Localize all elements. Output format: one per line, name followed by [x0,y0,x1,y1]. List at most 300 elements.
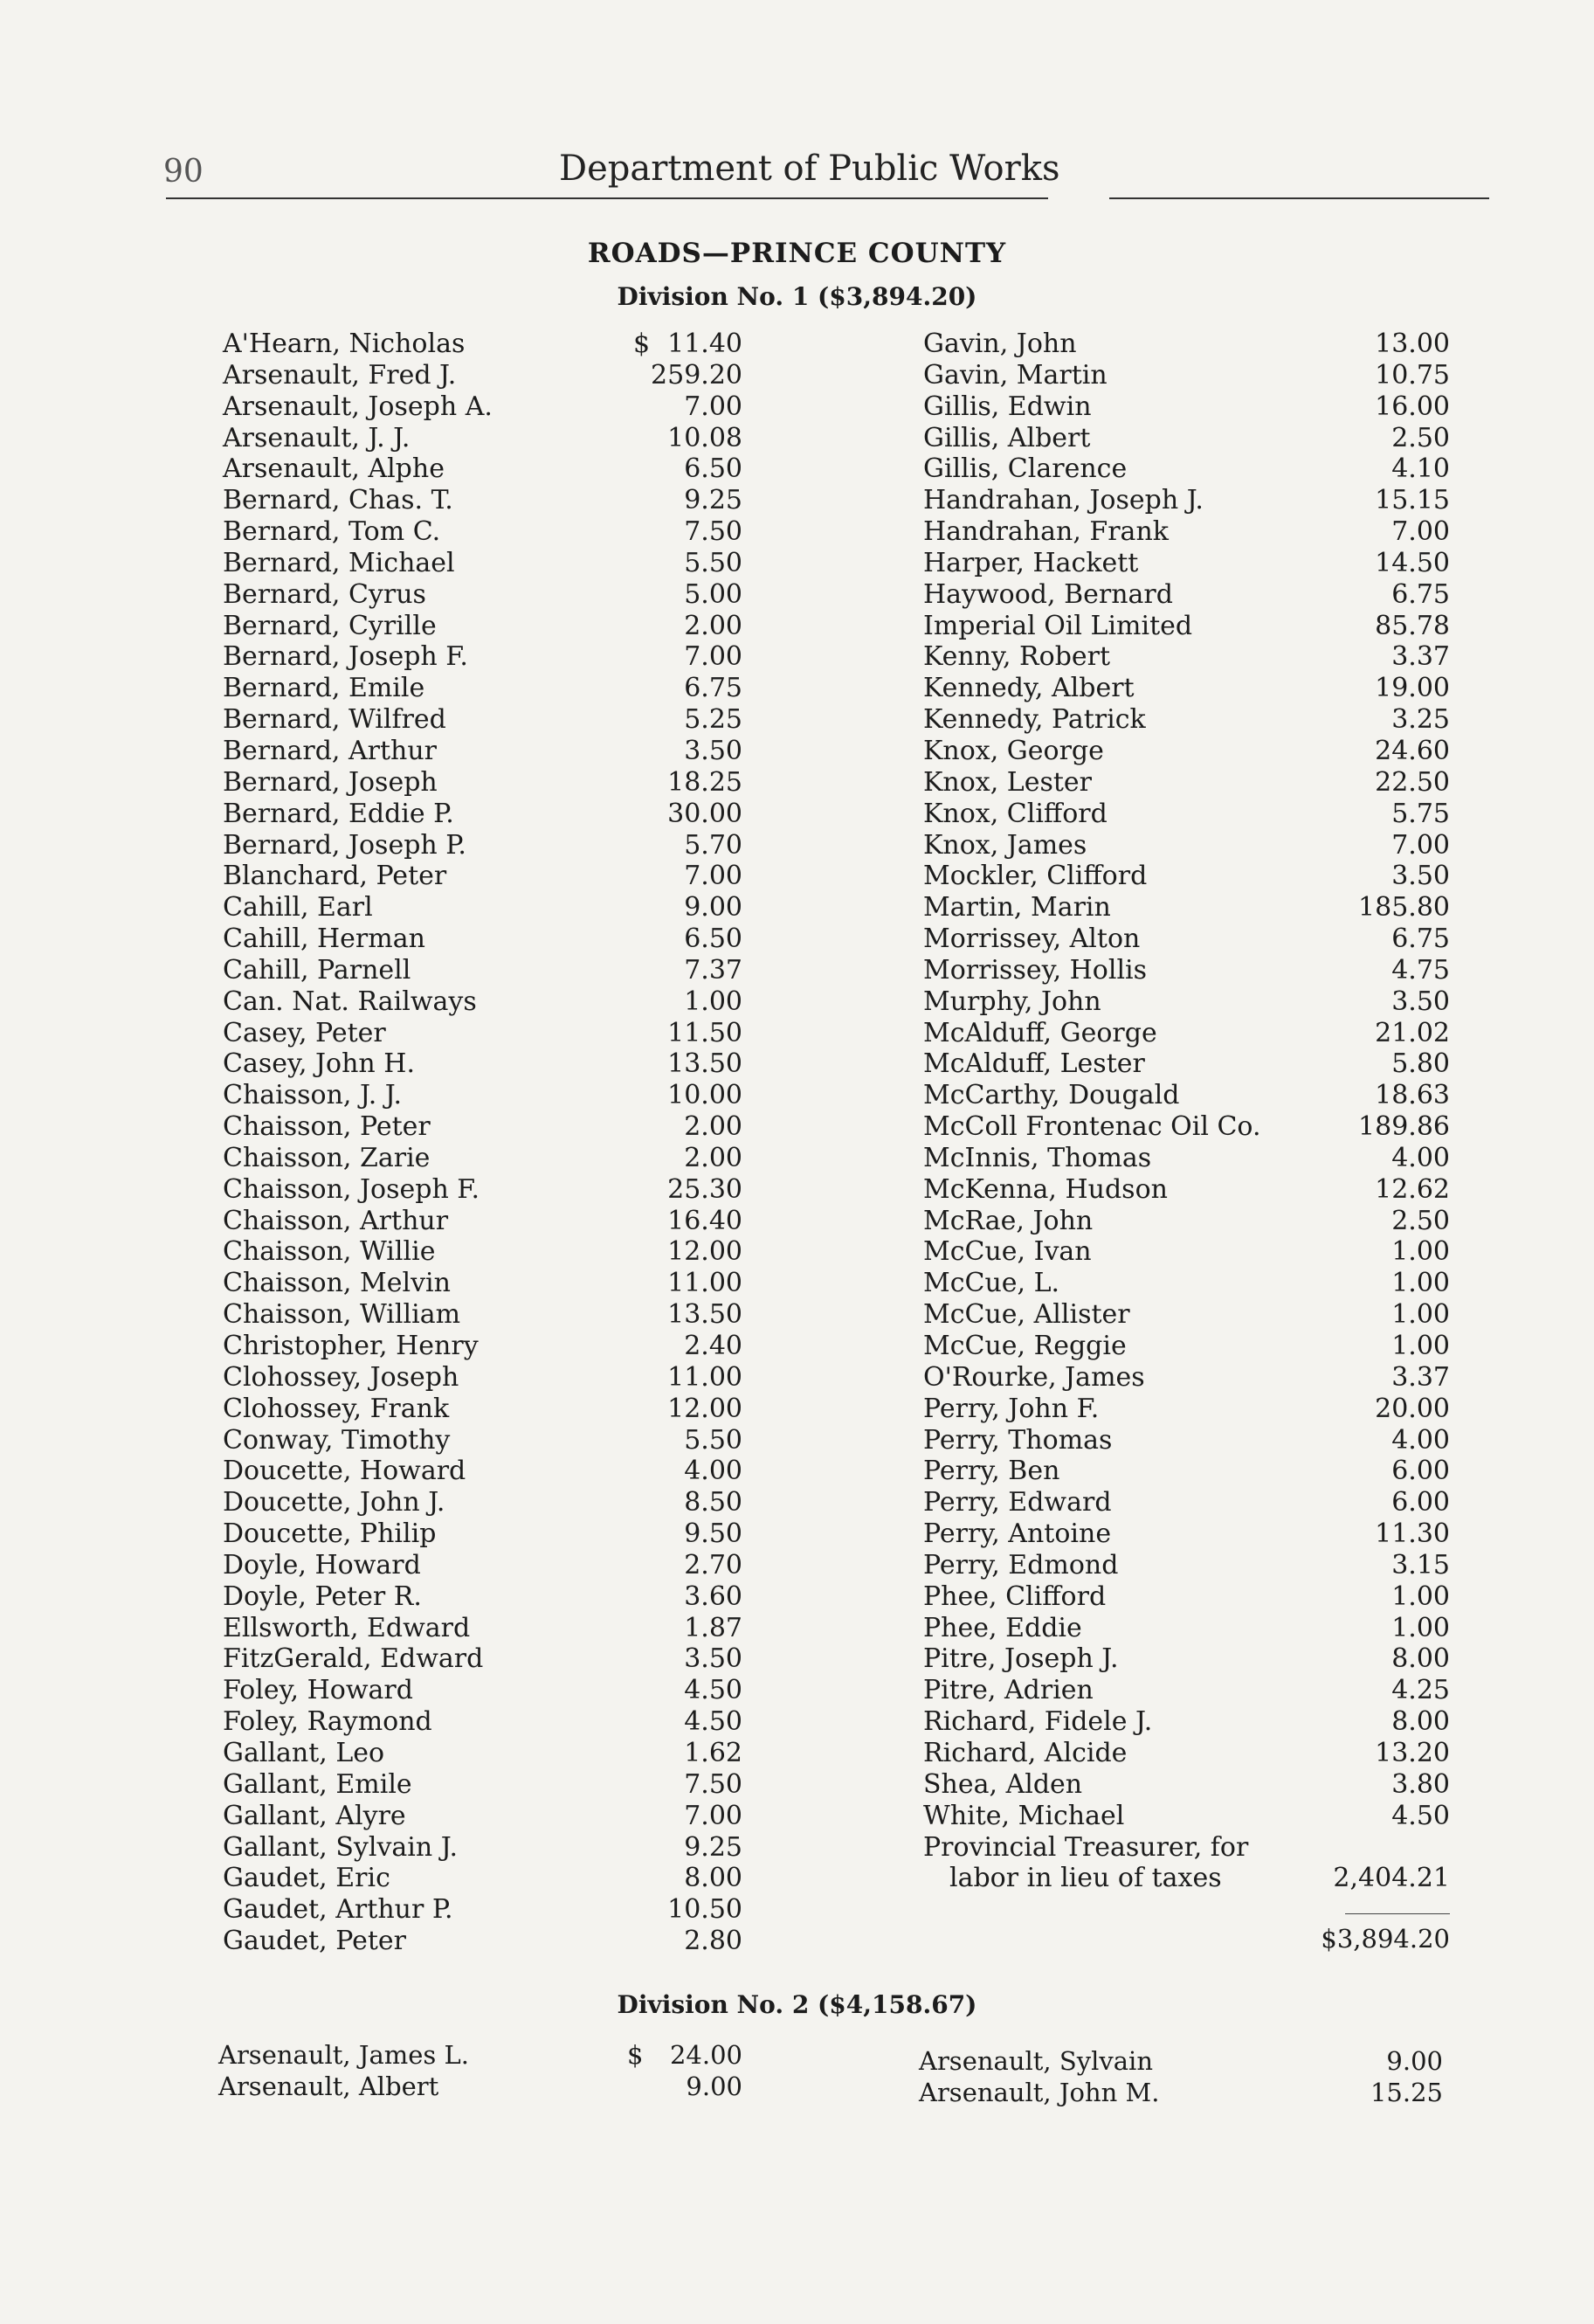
header-rule-right [1109,197,1489,199]
list-item [223,1643,742,1675]
list-item [919,2078,1443,2109]
total-rule [1345,1913,1450,1914]
division-1-right-column [923,329,1450,1894]
entry-name: Casey, Peter [223,1017,386,1048]
entry-amount: 16.00 [1375,391,1450,422]
list-item [223,1894,742,1926]
list-item [223,1236,742,1268]
entry-name: Handrahan, Frank [923,516,1169,548]
entry-name: Morrissey, Alton [923,923,1141,955]
entry-name: Arsenault, Joseph A. [223,391,493,422]
division-2-right-column [919,2046,1443,2109]
entry-name: Arsenault, J. J. [223,422,411,453]
entry-amount: 3.37 [1391,1361,1450,1393]
entry-name: Bernard, Michael [223,547,455,578]
list-item [223,485,742,516]
entry-amount: 15.25 [1370,2078,1443,2107]
list-item [223,1111,742,1143]
entry-amount: 11.50 [667,1017,742,1048]
entry-amount: 8.00 [684,1863,742,1894]
entry-amount: 10.08 [667,422,742,453]
entry-amount: 6.00 [1391,1456,1450,1487]
list-item [923,1080,1450,1111]
list-item [223,767,742,799]
list-item [223,1518,742,1550]
list-item [923,1863,1450,1894]
list-item [223,1550,742,1581]
entry-name: Perry, Thomas [923,1424,1113,1456]
entry-name: Christopher, Henry [223,1331,479,1361]
entry-name: Pitre, Adrien [923,1675,1094,1706]
dollar-sign: $ [627,2040,644,2070]
entry-name: Clohossey, Joseph [223,1361,459,1393]
entry-name: Arsenault, Fred J. [223,359,457,391]
list-item [223,830,742,861]
list-item [923,1174,1450,1206]
entry-amount: 2.70 [684,1549,742,1580]
entry-amount: 3.25 [1391,704,1450,736]
list-item [223,736,742,767]
entry-name: White, Michael [923,1800,1125,1831]
list-item [218,2072,742,2103]
division-1-left-column [223,329,742,1957]
entry-name: Mockler, Clifford [923,861,1148,892]
entry-name: Gaudet, Eric [223,1863,390,1894]
list-item [223,1206,742,1237]
list-item [223,704,742,736]
list-item [923,799,1450,830]
list-item [223,453,742,485]
list-item [223,360,742,391]
entry-name: Pitre, Joseph J. [923,1643,1119,1675]
entry-name: Foley, Raymond [223,1706,432,1738]
list-item [923,861,1450,892]
entry-name: Doyle, Peter R. [223,1580,422,1612]
entry-name: Martin, Marin [923,892,1111,923]
entry-amount: 85.78 [1375,610,1450,641]
list-item [923,1206,1450,1237]
entry-amount: 2.50 [1391,422,1450,453]
division-1-total: $3,894.20 [1321,1924,1450,1954]
list-item [923,1675,1450,1706]
list-item [923,892,1450,923]
entry-name: Gallant, Alyre [223,1800,406,1831]
list-item [223,423,742,454]
entry-name: Arsenault, Sylvain [919,2046,1154,2076]
entry-amount: 2,404.21 [1333,1863,1450,1894]
entry-amount: 6.75 [1391,578,1450,610]
entry-amount: 1.00 [1391,1612,1450,1643]
entry-amount: 14.50 [1375,547,1450,578]
list-item [223,1487,742,1518]
entry-amount: 5.75 [1391,798,1450,829]
entry-amount: 22.50 [1375,766,1450,798]
list-item [223,1581,742,1613]
entry-name: Richard, Fidele J. [923,1706,1153,1738]
entry-name: Kenny, Robert [923,641,1111,673]
list-item [223,1143,742,1174]
list-item [923,1236,1450,1268]
entry-amount: 4.10 [1391,453,1450,485]
list-item [923,1706,1450,1738]
entry-name: Can. Nat. Railways [223,986,477,1017]
list-item [923,1331,1450,1362]
entry-name: Gillis, Albert [923,422,1091,453]
entry-amount: 5.70 [684,829,742,861]
list-item [923,736,1450,767]
entry-amount: 2.80 [684,1926,742,1957]
entry-amount: 4.75 [1391,954,1450,986]
entry-name: Ellsworth, Edward [223,1612,471,1643]
entry-name: Knox, George [923,735,1104,766]
entry-name: Arsenault, Alphe [223,453,445,485]
entry-amount: 259.20 [651,359,742,391]
entry-name: McCue, L. [923,1268,1060,1299]
entry-amount: 12.00 [667,1393,742,1424]
list-item [923,1425,1450,1456]
list-item [923,1801,1450,1832]
entry-amount: 9.25 [684,485,742,516]
entry-name: Knox, Clifford [923,798,1108,829]
entry-name: Bernard, Cyrus [223,578,426,610]
entry-name: Casey, John H. [223,1048,415,1080]
entry-amount: 7.00 [684,391,742,422]
entry-name: Chaisson, Joseph F. [223,1173,480,1205]
list-item [223,1362,742,1394]
entry-amount: 9.00 [684,892,742,923]
entry-amount: 4.00 [684,1456,742,1487]
list-item [223,1706,742,1738]
entry-amount: 6.50 [684,453,742,485]
entry-amount: 19.00 [1375,673,1450,704]
entry-name: McKenna, Hudson [923,1173,1168,1205]
entry-name: Richard, Alcide [923,1737,1128,1768]
entry-amount: 10.75 [1375,359,1450,391]
entry-name: Gallant, Emile [223,1768,412,1800]
entry-amount: 7.50 [684,1768,742,1800]
entry-amount: 4.50 [1391,1800,1450,1831]
list-item [923,1769,1450,1801]
list-item [923,1643,1450,1675]
list-item [223,516,742,548]
entry-amount: 13.50 [667,1299,742,1331]
entry-name: Kennedy, Albert [923,673,1135,704]
entry-amount: 24.60 [1375,735,1450,766]
entry-name: McAlduff, George [923,1017,1157,1048]
entry-amount: 12.00 [667,1236,742,1268]
entry-name: Chaisson, Zarie [223,1142,431,1173]
list-item [923,1613,1450,1644]
entry-name: McAlduff, Lester [923,1048,1145,1080]
list-item [923,611,1450,642]
list-item [223,861,742,892]
entry-amount: 2.00 [684,1142,742,1173]
list-item [223,923,742,955]
list-item [223,1299,742,1331]
entry-name: Arsenault, Albert [218,2072,439,2101]
list-item [923,830,1450,861]
entry-amount: 9.25 [684,1831,742,1863]
list-item [923,1018,1450,1049]
entry-name: Doyle, Howard [223,1549,421,1580]
division-2-title: Division No. 2 ($4,158.67) [617,1990,977,2019]
entry-amount: 4.50 [684,1675,742,1706]
list-item [223,1675,742,1706]
entry-amount: 3.60 [684,1580,742,1612]
list-item [923,986,1450,1018]
list-item [923,329,1450,360]
division-2-left-column [218,2040,742,2103]
division-1-title: Division No. 1 ($3,894.20) [617,282,977,311]
entry-name: McInnis, Thomas [923,1142,1152,1173]
list-item [223,1331,742,1362]
section-title: ROADS—PRINCE COUNTY [587,238,1007,269]
entry-name: Gavin, John [923,329,1077,359]
list-item [923,1738,1450,1769]
dollar-sign: $ [633,329,651,359]
entry-name: Perry, John F. [923,1393,1100,1424]
entry-amount: 8.00 [1391,1643,1450,1675]
entry-name: Haywood, Bernard [923,578,1173,610]
entry-amount: 2.00 [684,1111,742,1143]
entry-amount: 3.50 [684,735,742,766]
entry-amount: 1.00 [1391,1236,1450,1268]
entry-amount: 1.62 [684,1737,742,1768]
entry-name: Bernard, Tom C. [223,516,441,548]
entry-name: Morrissey, Hollis [923,954,1148,986]
entry-name: Bernard, Wilfred [223,704,446,736]
entry-amount: 7.00 [684,1800,742,1831]
entry-amount: 5.00 [684,578,742,610]
list-item [223,1769,742,1801]
entry-amount: 4.50 [684,1706,742,1738]
list-item [223,1425,742,1456]
entry-amount: 24.00 [669,2040,742,2070]
entry-amount: 11.40 [667,329,742,359]
entry-name: McCue, Allister [923,1299,1130,1331]
list-item [223,1080,742,1111]
entry-amount: 1.87 [684,1612,742,1643]
list-item [223,1268,742,1299]
entry-amount: 4.25 [1391,1675,1450,1706]
entry-name: Cahill, Earl [223,892,373,923]
list-item [223,548,742,579]
entry-amount: 7.00 [684,861,742,892]
entry-amount: 2.50 [1391,1205,1450,1236]
entry-name: Perry, Ben [923,1456,1060,1487]
list-item [923,955,1450,986]
entry-name: Perry, Edward [923,1487,1112,1518]
entry-amount: 7.37 [684,954,742,986]
entry-name: Gallant, Leo [223,1737,385,1768]
entry-amount: 2.40 [684,1331,742,1361]
list-item [923,767,1450,799]
entry-name: McColl Frontenac Oil Co. [923,1111,1261,1143]
entry-amount: 1.00 [1391,1580,1450,1612]
entry-name: Bernard, Eddie P. [223,798,454,829]
entry-name: Conway, Timothy [223,1424,451,1456]
entry-name: Perry, Antoine [923,1518,1112,1550]
entry-amount: 6.75 [684,673,742,704]
list-item [923,453,1450,485]
list-item [923,1299,1450,1331]
list-item [923,1487,1450,1518]
list-item [919,2046,1443,2078]
entry-amount: 1.00 [1391,1331,1450,1361]
entry-name: Bernard, Cyrille [223,610,437,641]
entry-name: Kennedy, Patrick [923,704,1146,736]
entry-amount: 6.00 [1391,1487,1450,1518]
entry-amount: 3.15 [1391,1549,1450,1580]
entry-amount: 9.00 [1386,2046,1443,2076]
entry-name: Bernard, Joseph F. [223,641,468,673]
entry-name: Murphy, John [923,986,1101,1017]
entry-name: Chaisson, Melvin [223,1268,451,1299]
list-item [218,2040,742,2072]
entry-name: Cahill, Herman [223,923,425,955]
list-item [923,1581,1450,1613]
entry-name: FitzGerald, Edward [223,1643,484,1675]
entry-name: Bernard, Chas. T. [223,485,453,516]
list-item [223,1174,742,1206]
entry-name: Chaisson, William [223,1299,461,1331]
list-item [223,329,742,360]
list-item [923,360,1450,391]
list-item [223,1926,742,1957]
header-rule-left [166,197,1048,199]
entry-amount: 8.00 [1391,1706,1450,1738]
list-item [223,391,742,423]
list-item [923,1394,1450,1425]
entry-name: Gillis, Clarence [923,453,1128,485]
entry-amount: 8.50 [684,1487,742,1518]
entry-name: Foley, Howard [223,1675,413,1706]
list-item [223,1394,742,1425]
entry-name: Doucette, John J. [223,1487,445,1518]
entry-amount: 1.00 [684,986,742,1017]
entry-name: McCue, Ivan [923,1236,1092,1268]
entry-amount: 6.75 [1391,923,1450,955]
entry-name: Chaisson, J. J. [223,1080,403,1111]
entry-name: Chaisson, Arthur [223,1205,449,1236]
entry-name: Phee, Eddie [923,1612,1082,1643]
entry-name: McCue, Reggie [923,1331,1127,1361]
entry-amount: 3.80 [1391,1768,1450,1800]
list-item [223,1738,742,1769]
list-item [923,1268,1450,1299]
entry-name: Bernard, Joseph [223,766,438,798]
list-item [923,391,1450,423]
entry-amount: 21.02 [1375,1017,1450,1048]
list-item [223,799,742,830]
entry-name: Gillis, Edwin [923,391,1092,422]
list-item [223,892,742,923]
entry-name: Shea, Alden [923,1768,1083,1800]
entry-name: Chaisson, Willie [223,1236,436,1268]
entry-amount: 13.00 [1375,329,1450,359]
entry-amount: 13.20 [1375,1737,1450,1768]
entry-name: Harper, Hackett [923,547,1139,578]
entry-amount: 5.80 [1391,1048,1450,1080]
entry-amount: 25.30 [667,1173,742,1205]
list-item [223,1832,742,1864]
entry-name: A'Hearn, Nicholas [223,329,466,359]
entry-amount: 10.50 [667,1894,742,1926]
entry-amount: 9.00 [686,2072,742,2101]
list-item [223,1048,742,1080]
entry-amount: 7.00 [684,641,742,673]
list-item [223,986,742,1018]
entry-amount: 18.63 [1375,1080,1450,1111]
entry-amount: 1.00 [1391,1268,1450,1299]
entry-name: Perry, Edmond [923,1549,1119,1580]
entry-name: Gaudet, Arthur P. [223,1894,453,1926]
entry-name: Knox, Lester [923,766,1093,798]
entry-amount: 4.00 [1391,1424,1450,1456]
entry-name: Doucette, Howard [223,1456,466,1487]
entry-name: Arsenault, James L. [218,2040,470,2070]
entry-amount: 7.00 [1391,516,1450,548]
page-number: 90 [163,154,204,190]
entry-name: Gallant, Sylvain J. [223,1831,458,1863]
entry-name: Blanchard, Peter [223,861,447,892]
entry-amount: 1.00 [1391,1299,1450,1331]
entry-amount: 2.00 [684,610,742,641]
list-item [923,579,1450,611]
entry-name: Chaisson, Peter [223,1111,431,1143]
entry-amount: 5.25 [684,704,742,736]
entry-amount: 18.25 [667,766,742,798]
entry-name: Bernard, Arthur [223,735,438,766]
list-item [923,704,1450,736]
list-item [923,1518,1450,1550]
entry-amount: 11.00 [667,1268,742,1299]
entry-amount: 3.50 [1391,986,1450,1017]
entry-name: Bernard, Emile [223,673,425,704]
entry-name: O'Rourke, James [923,1361,1145,1393]
entry-amount: 5.50 [684,547,742,578]
entry-amount: 30.00 [667,798,742,829]
entry-amount: 7.00 [1391,829,1450,861]
entry-amount: 3.50 [684,1643,742,1675]
entry-amount: 189.86 [1358,1111,1450,1143]
entry-name: Handrahan, Joseph J. [923,485,1204,516]
entry-amount: 6.50 [684,923,742,955]
list-item [923,516,1450,548]
entry-amount: 9.50 [684,1518,742,1550]
list-item [223,1456,742,1487]
entry-name: Cahill, Parnell [223,954,411,986]
list-item [923,923,1450,955]
list-item [223,1863,742,1894]
list-item [223,611,742,642]
entry-name: Gavin, Martin [923,359,1108,391]
entry-name: Arsenault, John M. [919,2078,1160,2107]
entry-name: Doucette, Philip [223,1518,437,1550]
list-item [223,579,742,611]
list-item [923,1456,1450,1487]
list-item [923,1143,1450,1174]
entry-amount: 20.00 [1375,1393,1450,1424]
list-item [923,423,1450,454]
list-item [223,1613,742,1644]
entry-name: Imperial Oil Limited [923,610,1193,641]
entry-name: Gaudet, Peter [223,1926,406,1957]
entry-amount: 15.15 [1375,485,1450,516]
entry-amount: 11.00 [667,1361,742,1393]
list-item [923,641,1450,673]
entry-name: Clohossey, Frank [223,1393,450,1424]
